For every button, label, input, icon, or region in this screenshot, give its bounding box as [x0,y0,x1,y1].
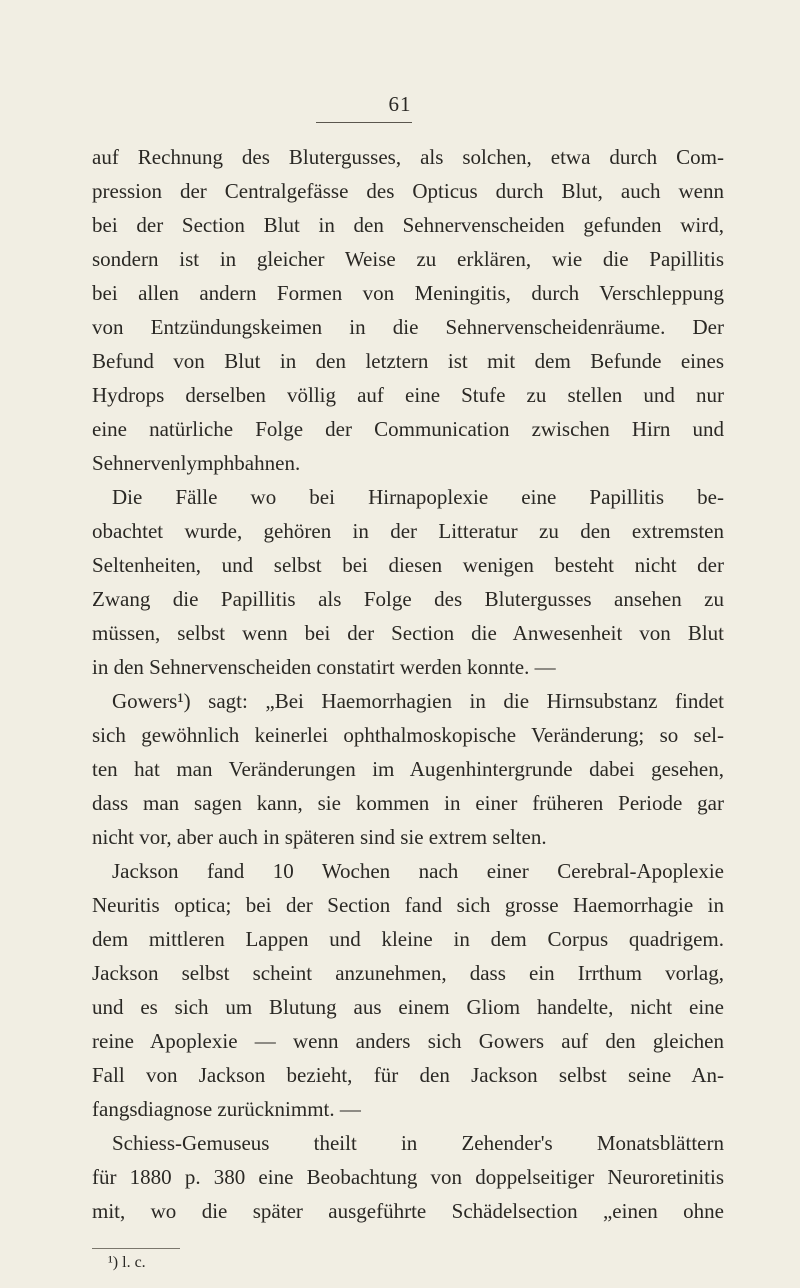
text-line: eine natürliche Folge der Communication zwischen Hirn und [92,417,724,441]
text-line: Neuritis optica; bei der Section fand sich grosse Haemorrhagie in [92,893,724,917]
text-line: müssen, selbst wenn bei der Section die Anwesenheit von Blut [92,621,724,645]
text-line: Hydrops derselben völlig auf eine Stufe zu stellen und nur [92,383,724,407]
footnote-marker: ¹) [108,1254,119,1271]
text-line: bei der Section Blut in den Sehnervenscheiden gefunden wird, [92,213,724,237]
text-line: und es sich um Blutung aus einem Gliom handelte, nicht eine [92,995,724,1019]
text-line: dem mittleren Lappen und kleine in dem Corpus quadrigem. [92,927,724,951]
text-line: Gowers¹) sagt: „Bei Haemorrhagien in die Hirnsubstanz findet [112,689,724,713]
text-line: mit, wo die später ausgeführte Schädelsection „einen ohne [92,1199,724,1223]
text-line: Schiess-Gemuseus theilt in Zehender's Monatsblättern [112,1131,724,1155]
footnote-rule [92,1248,180,1249]
page-number: 61 [388,92,412,116]
text-line: pression der Centralgefässe des Opticus durch Blut, auch wenn [92,179,724,203]
text-line: Fall von Jackson bezieht, für den Jackson selbst seine An- [92,1063,724,1087]
text-line: Jackson selbst scheint anzunehmen, dass ein Irrthum vorlag, [92,961,724,985]
text-line: in den Sehnervenscheiden constatirt werden konnte. — [92,655,556,679]
text-line: Seltenheiten, und selbst bei diesen wenigen besteht nicht der [92,553,724,577]
text-line: Die Fälle wo bei Hirnapoplexie eine Papillitis be- [112,485,724,509]
text-line: fangsdiagnose zurücknimmt. — [92,1097,361,1121]
text-line: von Entzündungskeimen in die Sehnervenscheidenräume. Der [92,315,724,339]
footnote-text: l. c. [122,1254,146,1271]
text-line: sondern ist in gleicher Weise zu erklären, wie die Papillitis [92,247,724,271]
text-line: Befund von Blut in den letztern ist mit dem Befunde eines [92,349,724,373]
text-line: Sehnervenlymphbahnen. [92,451,301,475]
text-line: Jackson fand 10 Wochen nach einer Cerebral-Apoplexie [112,859,724,883]
text-line: für 1880 p. 380 eine Beobachtung von doppelseitiger Neuroretinitis [92,1165,724,1189]
text-line: reine Apoplexie — wenn anders sich Gowers auf den gleichen [92,1029,724,1053]
page-number-rule [316,122,412,123]
footnote [108,1252,146,1274]
text-line: auf Rechnung des Blutergusses, als solchen, etwa durch Com- [92,145,724,169]
text-line: Zwang die Papillitis als Folge des Blutergusses ansehen zu [92,587,724,611]
text-line: obachtet wurde, gehören in der Litteratur zu den extremsten [92,519,724,543]
text-line: dass man sagen kann, sie kommen in einer früheren Periode gar [92,791,724,815]
text-line: sich gewöhnlich keinerlei ophthalmoskopische Veränderung; so sel- [92,723,724,747]
text-line: nicht vor, aber auch in späteren sind sie extrem selten. [92,825,547,849]
text-line: ten hat man Veränderungen im Augenhintergrunde dabei gesehen, [92,757,724,781]
text-line: bei allen andern Formen von Meningitis, durch Verschleppung [92,281,724,305]
